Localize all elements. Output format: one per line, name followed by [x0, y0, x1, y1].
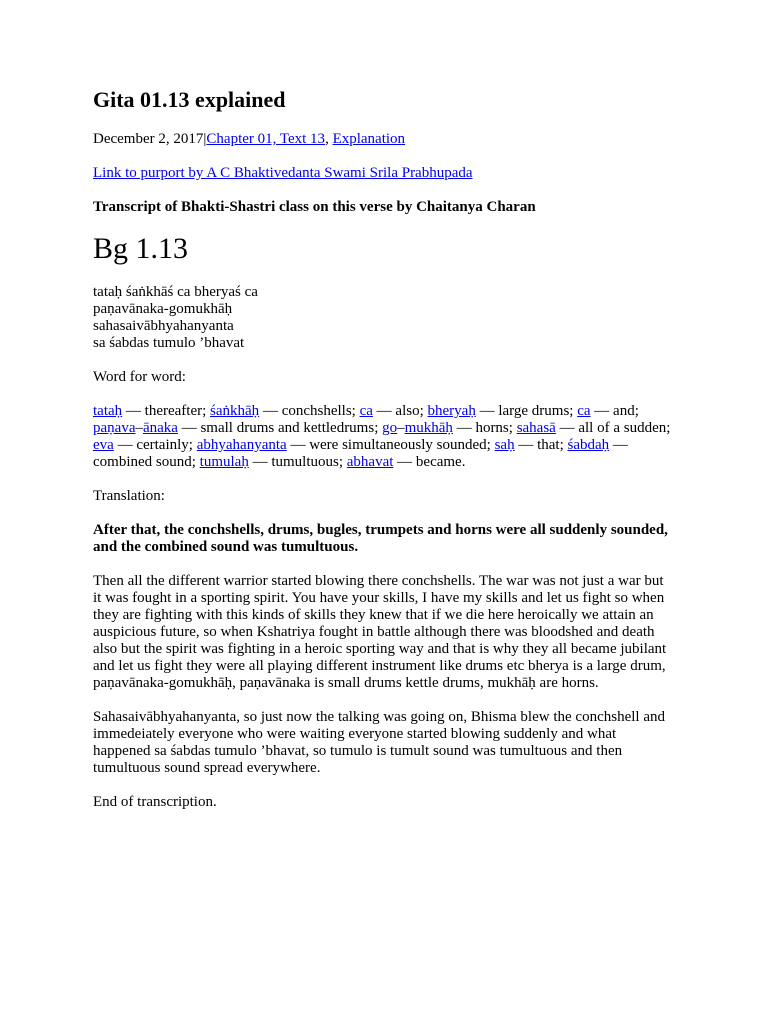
synonym-link[interactable]: tumulaḥ [199, 454, 249, 470]
synonym-meaning: — tumultuous; [248, 454, 347, 470]
translation-text: After that, the conchshells, drums, bugles, trumpets and horns were all suddenly sounded, and the combined sound was tumultuous. [93, 522, 668, 555]
synonym-link[interactable]: paṇava [93, 420, 136, 436]
category-link-chapter[interactable]: Chapter 01, Text 13 [206, 131, 326, 147]
meta-separator: | [203, 131, 207, 147]
verse-line: tataḥ śaṅkhāś ca bheryaś ca [93, 284, 258, 300]
category-link-explanation[interactable]: Explanation [332, 131, 406, 147]
synonym-meaning: — and; [590, 403, 639, 419]
word-for-word [93, 403, 675, 471]
synonym-meaning: – [135, 420, 143, 436]
meta-comma: , [325, 131, 333, 147]
synonym-meaning: – [397, 420, 405, 436]
verse-line: paṇavānaka-gomukhāḥ [93, 301, 233, 317]
synonym-link[interactable]: ca [359, 403, 373, 419]
synonym-link[interactable]: saḥ [494, 437, 515, 453]
post-meta [93, 131, 675, 148]
verse-line: sa śabdas tumulo ’bhavat [93, 335, 245, 351]
synonym-link[interactable]: ānaka [142, 420, 178, 436]
synonym-meaning: — also; [372, 403, 428, 419]
synonym-link[interactable]: mukhāḥ [404, 420, 453, 436]
verse-text [93, 284, 675, 352]
synonym-meaning: — combined sound; [93, 437, 628, 470]
synonym-meaning: — certainly; [113, 437, 197, 453]
translation-label: Translation: [93, 488, 165, 504]
commentary-paragraph: Sahasaivābhyahanyanta, so just now the talking was going on, Bhisma blew the conchshell and immedeiately everyone who were waiting everyone started blowing suddenly and what happened sa śabdas tumulo ’bhavat, so tumulo is tumult sound was tumultuous and then tumultuous sound spread everywhere. [93, 709, 665, 776]
commentary-paragraph: Then all the different warrior started blowing there conchshells. The war was not just a war but it was fought in a sporting spirit. You have your skills, I have my skills and let us fight so when they are fighting with this kinds of skills they knew that if we die here heroically we attain an auspicious future, so when Kshatriya fought in battle although there was bloodshed and death also but the spirit was fighting in a heroic sporting way and that is why they all became jubilant and let us fight they were all playing different instrument like drums etc bherya is a large drum, paṇavānaka-gomukhāḥ, paṇavānaka is small drums kettle drums, mukhāḥ are horns. [93, 573, 667, 691]
synonym-link[interactable]: śaṅkhāḥ [210, 403, 260, 419]
synonym-meaning: — were simultaneously sounded; [286, 437, 495, 453]
end-note: End of transcription. [93, 794, 217, 810]
transcript-heading: Transcript of Bhakti-Shastri class on this verse by Chaitanya Charan [93, 199, 536, 215]
synonym-link[interactable]: sahasā [516, 420, 556, 436]
purport-link[interactable]: Link to purport by A C Bhaktivedanta Swami Srila Prabhupada [93, 165, 473, 181]
synonym-meaning: — conchshells; [259, 403, 360, 419]
synonym-link[interactable]: abhyahanyanta [196, 437, 287, 453]
synonym-meaning: — small drums and kettledrums; [177, 420, 383, 436]
page-title: Gita 01.13 explained [93, 87, 286, 112]
synonym-meaning: — thereafter; [122, 403, 211, 419]
synonym-link[interactable]: tataḥ [93, 403, 123, 419]
synonym-link[interactable]: eva [93, 437, 114, 453]
word-for-word-label: Word for word: [93, 369, 186, 385]
synonym-meaning: — that; [514, 437, 568, 453]
post-date: December 2, 2017 [93, 131, 204, 147]
synonym-link[interactable]: bheryaḥ [427, 403, 476, 419]
synonym-meaning: — large drums; [475, 403, 578, 419]
synonym-link[interactable]: ca [577, 403, 591, 419]
synonym-meaning: — horns; [452, 420, 517, 436]
synonym-link[interactable]: go [382, 420, 398, 436]
synonym-meaning: — became. [393, 454, 466, 470]
synonym-link[interactable]: śabdaḥ [567, 437, 610, 453]
verse-line: sahasaivābhyahanyanta [93, 318, 234, 334]
synonym-meaning: — all of a sudden; [555, 420, 671, 436]
synonym-link[interactable]: abhavat [346, 454, 394, 470]
verse-heading: Bg 1.13 [93, 232, 189, 265]
